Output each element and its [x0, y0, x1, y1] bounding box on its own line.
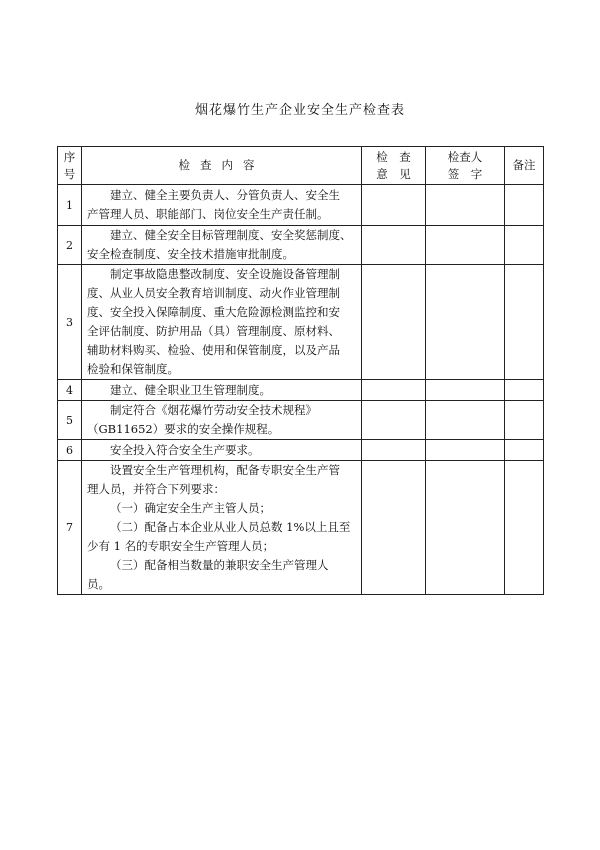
header-no — [58, 147, 82, 185]
note-cell[interactable] — [505, 265, 544, 380]
opinion-cell[interactable] — [362, 401, 426, 440]
row-content — [82, 185, 362, 226]
header-opinion — [362, 147, 426, 185]
signer-cell[interactable] — [426, 265, 505, 380]
content-line: 设置安全生产管理机构，配备专职安全生产管 — [110, 463, 340, 477]
content-line: 建立、健全主要负责人、分管负责人、安全生 — [110, 188, 340, 202]
signer-cell[interactable] — [426, 226, 505, 265]
content-line: 理人员，并符合下列要求： — [87, 482, 225, 496]
row-number: 6 — [58, 440, 82, 461]
content-line: 度、安全投入保障制度、重大危险源检测监控和安 — [87, 305, 340, 319]
opinion-cell[interactable] — [362, 265, 426, 380]
row-number: 5 — [58, 401, 82, 440]
table-header-row — [58, 147, 544, 185]
row-number: 1 — [58, 185, 82, 226]
row-number: 2 — [58, 226, 82, 265]
content-line: （GB11652）要求的安全操作规程。 — [87, 422, 280, 436]
header-note: 备注 — [505, 147, 544, 185]
header-opinion-line: 意 见 — [376, 166, 411, 181]
page-title: 烟花爆竹生产企业安全生产检查表 — [194, 103, 405, 118]
table-row — [58, 265, 544, 380]
opinion-cell[interactable] — [362, 185, 426, 226]
note-cell[interactable] — [505, 461, 544, 595]
row-content — [82, 461, 362, 595]
row-content — [82, 380, 362, 401]
header-signer-line: 检查人 — [447, 149, 483, 164]
table-row — [58, 461, 544, 595]
opinion-cell[interactable] — [362, 440, 426, 461]
table-row — [58, 226, 544, 265]
row-content — [82, 265, 362, 380]
content-line: 安全投入符合安全生产要求。 — [110, 442, 260, 457]
header-signer-line: 签 字 — [447, 166, 483, 181]
row-content — [82, 440, 362, 461]
header-item: 检查内容 — [82, 147, 362, 185]
content-line: 少有 1 名的专职安全生产管理人员； — [87, 539, 275, 553]
table-row — [58, 185, 544, 226]
row-content — [82, 226, 362, 265]
content-line: 制定事故隐患整改制度、安全设施设备管理制 — [110, 267, 340, 281]
row-content — [82, 401, 362, 440]
content-line: 度、从业人员安全教育培训制度、动火作业管理制 — [87, 286, 340, 300]
content-line: 产管理人员、职能部门、岗位安全生产责任制。 — [87, 207, 329, 221]
content-line: 安全检查制度、安全技术措施审批制度。 — [87, 247, 294, 261]
opinion-cell[interactable] — [362, 461, 426, 595]
table-row — [58, 440, 544, 461]
signer-cell[interactable] — [426, 185, 505, 226]
content-line: 建立、健全职业卫生管理制度。 — [110, 382, 271, 397]
note-cell[interactable] — [505, 401, 544, 440]
header-no-line: 序 — [63, 149, 76, 164]
content-line: 员。 — [87, 577, 110, 591]
header-opinion-line: 检 查 — [376, 149, 411, 164]
content-line: 制定符合《烟花爆竹劳动安全技术规程》 — [110, 403, 317, 417]
content-line: 辅助材料购买、检验、使用和保管制度，以及产品 — [87, 343, 340, 357]
signer-cell[interactable] — [426, 401, 505, 440]
note-cell[interactable] — [505, 226, 544, 265]
header-signer — [426, 147, 505, 185]
content-line: 建立、健全安全目标管理制度、安全奖惩制度、 — [110, 228, 352, 242]
row-number: 7 — [58, 461, 82, 595]
content-line: （三）配备相当数量的兼职安全生产管理人 — [110, 558, 329, 572]
signer-cell[interactable] — [426, 380, 505, 401]
note-cell[interactable] — [505, 380, 544, 401]
content-line: 全评估制度、防护用品（具）管理制度、原材料、 — [87, 324, 340, 338]
signer-cell[interactable] — [426, 440, 505, 461]
content-line: （二）配备占本企业从业人员总数 1%以上且至 — [110, 520, 351, 534]
opinion-cell[interactable] — [362, 380, 426, 401]
signer-cell[interactable] — [426, 461, 505, 595]
table-row — [58, 380, 544, 401]
content-line: （一）确定安全生产主管人员； — [110, 501, 271, 515]
inspection-table — [57, 146, 544, 595]
content-line: 检验和保管制度。 — [87, 362, 179, 376]
opinion-cell[interactable] — [362, 226, 426, 265]
header-no-line: 号 — [63, 166, 76, 181]
row-number: 4 — [58, 380, 82, 401]
row-number: 3 — [58, 265, 82, 380]
note-cell[interactable] — [505, 440, 544, 461]
note-cell[interactable] — [505, 185, 544, 226]
table-row — [58, 401, 544, 440]
